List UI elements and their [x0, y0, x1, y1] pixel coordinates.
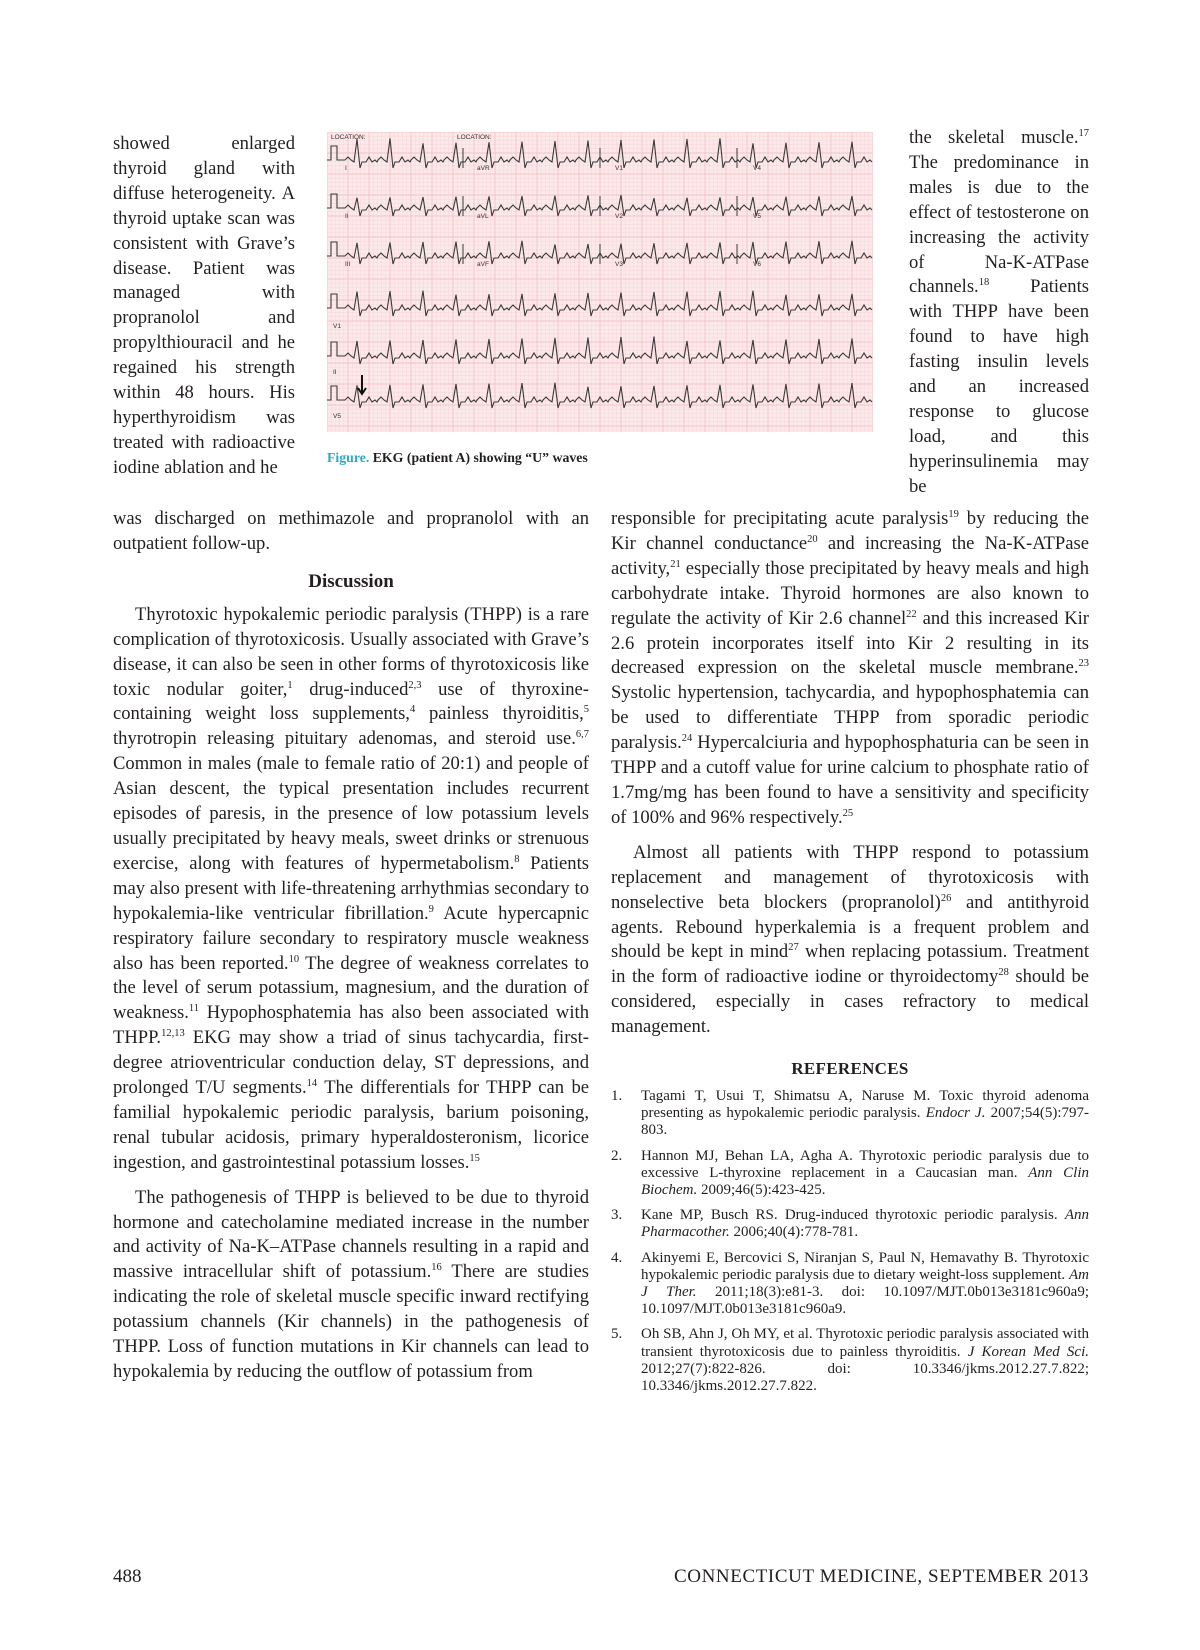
citation: 18 [978, 277, 990, 289]
citation: 23 [1078, 658, 1089, 670]
discussion-paragraph-4 [611, 841, 1089, 1040]
figure-caption-text: EKG (patient A) showing “U” waves [369, 450, 588, 465]
reference-item [611, 1148, 1089, 1200]
reference-citation: 2011;18(3):e81-3. doi: 10.1097/MJT.0b013e3181c960a9; 10.1097/MJT.0b013e3181c960a9. [641, 1284, 1089, 1318]
text-run: Thyrotoxic hypokalemic periodic paralysis (THPP) is a rare complication of thyrotoxicosis. Usually associated with Grave’s disease, it can also be seen in other forms of thyrotoxicosis like toxic nodular goiter, [113, 603, 589, 700]
discussion-paragraph-3 [611, 507, 1089, 831]
citation: 6,7 [575, 729, 589, 741]
ekg-lead-label: V1 [615, 165, 623, 172]
reference-number: 2. [611, 1147, 623, 1164]
citation: 28 [998, 967, 1009, 979]
ekg-figure [327, 132, 873, 432]
reference-item [611, 1326, 1089, 1395]
ekg-lead-label: V5 [753, 213, 761, 220]
figure-caption [327, 450, 588, 466]
citation: 24 [681, 733, 693, 745]
text-run: Hypophosphatemia has also been associated with THPP. [113, 1002, 589, 1049]
citation: 5 [583, 704, 589, 716]
reference-number: 4. [611, 1249, 623, 1266]
wrap-right-text [909, 126, 1089, 500]
citation: 25 [842, 807, 854, 819]
reference-item [611, 1088, 1089, 1140]
text-run: EKG may show a triad of sinus tachycardia, first-degree atrioventricular conduction delay, ST depressions, and prolonged T/U segments. [113, 1027, 589, 1099]
text-run: The predominance in males is due to the effect of testosterone on increasing the activity of Na-K-ATPase channels. [909, 151, 1089, 298]
reference-text: Oh SB, Ahn J, Oh MY, et al. Thyrotoxic periodic paralysis associated with transient thyrotoxicosis due to painless thyroiditis. [641, 1326, 1089, 1360]
reference-citation: 2006;40(4):778-781. [729, 1224, 859, 1241]
text-run: painless thyroiditis, [415, 703, 584, 725]
text-run: Acute hypercapnic respiratory failure secondary to respiratory muscle weakness also has been reported. [113, 902, 589, 974]
discussion-paragraph-1 [113, 603, 589, 1176]
reference-number: 3. [611, 1207, 623, 1224]
reference-text: Hannon MJ, Behan LA, Agha A. Thyrotoxic periodic paralysis due to excessive L-thyroxine replacement in a Caucasian man. [641, 1147, 1089, 1181]
citation: 9 [428, 903, 434, 915]
reference-journal: J Korean Med Sci. [967, 1343, 1089, 1360]
reference-citation: 2012;27(7):822-826. doi: 10.3346/jkms.2012.27.7.822; 10.3346/jkms.2012.27.7.822. [641, 1360, 1089, 1395]
reference-text: Kane MP, Busch RS. Drug-induced thyrotoxic periodic paralysis. [641, 1207, 1065, 1224]
citation: 21 [670, 558, 681, 570]
text-run: Hypercalciuria and hypophosphaturia can be seen in THPP and a cutoff value for urine calcium to phosphate ratio of 1.7mg/mg has been found to have a sensitivity and specificity of 100% and 96% respectively. [611, 732, 1089, 828]
reference-number: 1. [611, 1088, 623, 1105]
text-run: responsible for precipitating acute paralysis [611, 508, 949, 529]
reference-text: Tagami T, Usui T, Shimatsu A, Naruse M. Toxic thyroid adenoma presenting as hypokalemic periodic paralysis. [641, 1088, 1089, 1122]
page-number: 488 [113, 1566, 142, 1587]
ekg-lead-label: I [345, 165, 347, 172]
citation: 8 [514, 853, 520, 865]
right-column [611, 507, 1089, 1403]
text-run: The degree of weakness correlates to the level of serum potassium, magnesium, and the duration of weakness. [113, 952, 589, 1024]
citation: 12,13 [161, 1028, 185, 1040]
references-list [611, 1088, 1089, 1395]
text-run: especially those precipitated by heavy meals and high carbohydrate intake. Thyroid hormones are also known to regulate the activity of Kir 2.6 channel [611, 557, 1089, 629]
ekg-lead-label: aVL [477, 213, 489, 220]
text-run: The pathogenesis of THPP is believed to be due to thyroid hormone and catecholamine mediated increase in the number and activity of Na-K–ATPase channels resulting in a rapid and massive intracellular shift of potassium. [113, 1186, 589, 1283]
citation: 17 [1078, 128, 1089, 139]
discussion-paragraph-2 [113, 1186, 589, 1385]
wrap-left-paragraph: showed enlarged thyroid gland with diffuse heterogeneity. A thyroid uptake scan was consistent with Grave’s disease. Patient was managed with propranolol and propylthiouracil and he regained his strength within 48 hours. His hyperthyroidism was treated with radioactive iodine ablation and he [113, 133, 295, 478]
reference-citation: 2007;54(5):797-803. [641, 1105, 1089, 1139]
case-continuation: was discharged on methimazole and propranolol with an outpatient follow-up. [113, 508, 589, 554]
citation: 16 [431, 1262, 442, 1274]
reference-journal: Am J Ther. [641, 1266, 1089, 1301]
reference-text: Akinyemi E, Bercovici S, Niranjan S, Paul N, Hemavathy B. Thyrotoxic hypokalemic periodic paralysis due to dietary weight-loss supplement. [641, 1249, 1089, 1283]
ekg-lead-label: II [333, 369, 337, 376]
text-run: and antithyroid agents. Rebound hyperkalemia is a frequent problem and should be kept in mind [611, 891, 1089, 963]
journal-footer: CONNECTICUT MEDICINE, SEPTEMBER 2013 [674, 1566, 1089, 1587]
figure-label: Figure. [327, 450, 370, 465]
ekg-lead-label: III [345, 261, 351, 268]
left-column [113, 507, 589, 1385]
ekg-lead-label: V3 [615, 261, 623, 268]
citation: 27 [788, 942, 799, 954]
citation: 22 [906, 608, 917, 620]
text-run: and this increased Kir 2.6 protein incorporates itself into Kir 2 resulting in its decreased expression on the skeletal muscle membrane. [611, 607, 1089, 679]
reference-journal: Endocr J. [925, 1105, 986, 1122]
reference-item [611, 1250, 1089, 1319]
citation: 15 [469, 1152, 480, 1164]
citation: 14 [306, 1078, 318, 1090]
ekg-lead-label: aVR [477, 165, 490, 172]
text-run: The differentials for THPP can be familial hypokalemic periodic paralysis, barium poisoning, renal tubular acidosis, primary hyperaldosteronism, licorice ingestion, and gastrointestinal potassium losses. [113, 1077, 589, 1173]
text-run: Common in males (male to female ratio of 20:1) and people of Asian descent, the typical presentation includes recurrent episodes of paresis, in the presence of low potassium levels usually precipitated by heavy meals, sweet drinks or strenuous exercise, along with features of hypermetabolism. [113, 753, 589, 874]
citation: 20 [807, 533, 818, 545]
reference-citation: 2009;46(5):423-425. [697, 1182, 826, 1199]
wrap-left-text [113, 132, 295, 481]
reference-journal: Ann Pharmacother. [641, 1207, 1089, 1241]
ekg-lead-label: V1 [333, 323, 341, 330]
discussion-heading: Discussion [308, 570, 394, 592]
text-run: and increasing the Na-K-ATPase activity, [611, 532, 1089, 579]
text-run: thyrotropin releasing pituitary adenomas, and steroid use. [113, 728, 576, 750]
text-run: Almost all patients with THPP respond to potassium replacement and management of thyrotoxicosis with nonselective beta blockers (propranolol) [611, 841, 1089, 913]
text-run: should be considered, especially in cases refractory to medical management. [611, 966, 1089, 1038]
ekg-lead-label: V6 [753, 261, 761, 268]
citation: 4 [409, 704, 416, 716]
text-run: Patients may also present with life-threatening arrhythmias secondary to hypokalemia-like ventricular fibrillation. [113, 852, 589, 924]
ekg-lead-label: V5 [333, 413, 341, 420]
text-run: drug-induced [292, 678, 409, 700]
wrap-right-paragraph [909, 126, 1089, 500]
references-heading: REFERENCES [791, 1059, 909, 1079]
text-run: when replacing potassium. Treatment in the form of radioactive iodine or thyroidectomy [611, 941, 1090, 988]
text-run: Patients with THPP have been found to have high fasting insulin levels and an increased response to glucose load, and this hyperinsulinemia may be [909, 276, 1089, 497]
text-run: the skeletal muscle. [909, 127, 1079, 148]
ekg-image [327, 132, 873, 432]
ekg-lead-label: V4 [753, 165, 761, 172]
citation: 1 [287, 679, 293, 691]
ekg-lead-label: V2 [615, 213, 623, 220]
text-run: by reducing the Kir channel conductance [611, 508, 1089, 554]
ekg-lead-label: LOCATION: [457, 134, 492, 141]
reference-journal: Ann Clin Biochem. [641, 1164, 1089, 1199]
text-run: Systolic hypertension, tachycardia, and hypophosphatemia can be used to differentiate THPP from sporadic periodic paralysis. [611, 682, 1089, 754]
citation: 11 [188, 1003, 200, 1015]
citation: 19 [948, 509, 959, 520]
text-run: There are studies indicating the role of skeletal muscle specific inward rectifying potassium channels (Kir channels) in the pathogenesis of THPP. Loss of function mutations in Kir channels can lead to hypokalemia by reducing the outflow of potassium from [113, 1261, 589, 1382]
reference-number: 5. [611, 1326, 623, 1343]
ekg-lead-label: II [345, 213, 349, 220]
citation: 10 [288, 953, 300, 965]
text-run: use of thyroxine-containing weight loss supplements, [113, 678, 589, 725]
ekg-lead-label: aVF [477, 261, 489, 268]
reference-item [611, 1207, 1089, 1241]
citation: 2,3 [408, 679, 422, 691]
ekg-lead-label: LOCATION: [331, 134, 366, 141]
citation: 26 [940, 892, 952, 904]
